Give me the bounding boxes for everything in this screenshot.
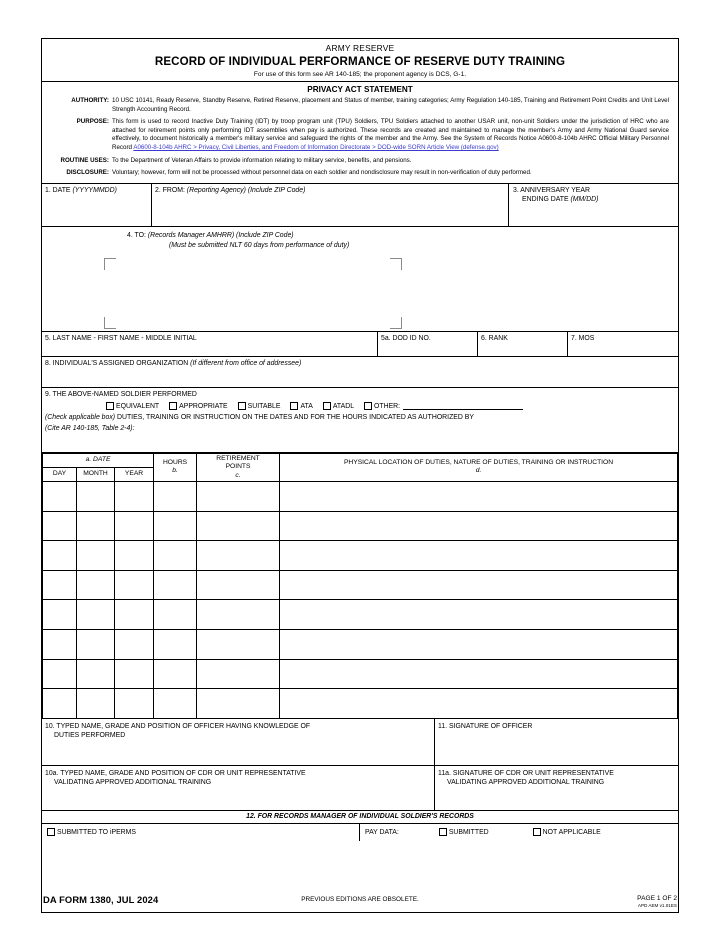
privacy-purpose-label: PURPOSE: <box>76 118 109 126</box>
privacy-purpose-text: This form is used to record Inactive Duty Training (IDT) by troop program unit (TPU) Soldiers, TPU Soldiers attached to another USAR unit, non-unit Soldiers under the jurisdiction of HRC who are attached for retirement points only performing IDT assemblies when pay is authorized. These records are created and maintained to manage the member's Army and Army National Guard service effectively, to document historically a member's military service and safeguard the rights of the member and the Army. See the System of Records Notice A0600-8-104b AHRC Official Military Personnel Record <box>112 118 669 151</box>
cell-year[interactable] <box>115 659 154 689</box>
field-9-duties-text: DUTIES, TRAINING OR INSTRUCTION ON THE DATES AND FOR THE HOURS INDICATED AS AUTHORIZED BY <box>117 414 474 422</box>
cell-hours[interactable] <box>154 511 197 541</box>
cell-description[interactable] <box>280 511 678 541</box>
cell-month[interactable] <box>77 511 115 541</box>
checkbox-pay-submitted[interactable] <box>439 828 489 836</box>
checkbox-label-equivalent: EQUIVALENT <box>116 402 160 410</box>
privacy-purpose-row <box>51 118 669 152</box>
cell-month[interactable] <box>77 570 115 600</box>
cell-month[interactable] <box>77 541 115 571</box>
privacy-act-statement <box>42 82 678 184</box>
fields-10-11-row <box>42 719 678 766</box>
field-5-label: 5. LAST NAME - FIRST NAME - MIDDLE INITIAL <box>45 334 197 342</box>
field-11a-label-line1: 11a. SIGNATURE OF CDR OR UNIT REPRESENTATIVE <box>438 769 614 777</box>
cell-month[interactable] <box>77 629 115 659</box>
address-corner-top-left <box>104 258 116 270</box>
cell-hours[interactable] <box>154 659 197 689</box>
header-description-label: PHYSICAL LOCATION OF DUTIES, NATURE OF DUTIES, TRAINING OR INSTRUCTION <box>343 458 614 466</box>
field-4-to[interactable] <box>42 227 678 332</box>
table-row[interactable] <box>43 541 678 571</box>
field-6-label: 6. RANK <box>481 334 508 342</box>
cell-hours[interactable] <box>154 689 197 719</box>
header-points-line2: POINTS <box>225 463 251 471</box>
field-3-hint: (MM/DD) <box>570 196 599 204</box>
table-row[interactable] <box>43 511 678 541</box>
field-3-label-line2: ENDING DATE <box>522 196 569 204</box>
field-4-label: 4. TO: <box>127 231 146 239</box>
cell-month[interactable] <box>77 659 115 689</box>
field-1-date[interactable] <box>42 184 152 226</box>
form-version: APD AEM v1.01ES <box>637 903 677 908</box>
fields-1-2-3-row <box>42 184 678 227</box>
cell-description[interactable] <box>280 481 678 511</box>
submitted-label: SUBMITTED <box>448 828 489 836</box>
cell-points[interactable] <box>197 689 280 719</box>
cell-year[interactable] <box>115 689 154 719</box>
field-4-hint: (Records Manager AMHRR) (Include ZIP Code) <box>147 231 294 239</box>
previous-editions-notice: PREVIOUS EDITIONS ARE OBSOLETE. <box>301 896 419 903</box>
cell-points[interactable] <box>197 570 280 600</box>
checkbox-label-appropriate: APPROPRIATE <box>179 402 228 410</box>
checkbox-atadl[interactable] <box>323 402 354 410</box>
cell-day[interactable] <box>43 511 77 541</box>
iperms-label: SUBMITTED TO iPERMS <box>57 828 136 836</box>
cell-description[interactable] <box>280 541 678 571</box>
field-11a-cdr-signature[interactable] <box>435 766 678 810</box>
field-4-note: (Must be submitted NLT 60 days from performance of duty) <box>169 242 350 250</box>
privacy-authority-label: AUTHORITY: <box>71 97 109 104</box>
checkbox-label-suitable: SUITABLE <box>247 402 281 410</box>
page-title: RECORD OF INDIVIDUAL PERFORMANCE OF RESERVE DUTY TRAINING <box>154 55 566 68</box>
cell-month[interactable] <box>77 689 115 719</box>
cell-month[interactable] <box>77 481 115 511</box>
field-2-label: 2. FROM: <box>155 186 185 194</box>
checkbox-label-other: OTHER: <box>374 402 401 410</box>
form-id: DA FORM 1380, JUL 2024 <box>43 894 159 905</box>
cell-year[interactable] <box>115 629 154 659</box>
field-1-hint: (YYYYMMDD) <box>72 186 117 194</box>
table-body <box>43 481 678 718</box>
section-12-title: 12. FOR RECORDS MANAGER OF INDIVIDUAL SOLDIER'S RECORDS <box>246 813 474 821</box>
field-5-name[interactable] <box>42 332 378 356</box>
cell-points[interactable] <box>197 511 280 541</box>
cell-year[interactable] <box>115 600 154 630</box>
header-hours <box>154 453 197 481</box>
privacy-routine-uses-text: To the Department of Veteran Affairs to provide information relating to military service, benefits, and pensions. <box>112 156 412 164</box>
field-11-label: 11. SIGNATURE OF OFFICER <box>438 722 533 730</box>
privacy-disclosure-text: Voluntary; however, form will not be processed without personnel data on each soldier and nondisclosure may result in non-verification of duty performed. <box>112 169 532 177</box>
cell-description[interactable] <box>280 570 678 600</box>
table-row[interactable] <box>43 689 678 719</box>
checkbox-box-icon[interactable] <box>106 402 114 410</box>
other-text-input[interactable] <box>403 402 523 410</box>
header-hours-label: HOURS <box>162 458 188 466</box>
field-6-rank[interactable] <box>478 332 568 356</box>
privacy-disclosure-row <box>51 169 669 178</box>
field-3-anniversary-year[interactable] <box>509 184 678 226</box>
field-10-label-line2: DUTIES PERFORMED <box>54 732 126 740</box>
privacy-act-title: PRIVACY ACT STATEMENT <box>307 85 413 94</box>
cell-points[interactable] <box>197 629 280 659</box>
cell-description[interactable] <box>280 600 678 630</box>
field-5a-label: 5a. DOD ID NO. <box>381 334 431 342</box>
field-9-label: 9. THE ABOVE-NAMED SOLDIER PERFORMED <box>45 390 197 398</box>
privacy-routine-uses-row <box>51 157 669 166</box>
checkbox-label-ata: ATA <box>300 402 313 410</box>
header-hours-sublabel: b. <box>172 467 178 475</box>
field-7-label: 7. MOS <box>571 334 595 342</box>
da-form-1380 <box>41 38 679 913</box>
fields-10a-11a-row <box>42 766 678 811</box>
cell-description[interactable] <box>280 659 678 689</box>
field-9-check-hint: (Check applicable box) <box>45 414 116 422</box>
checkbox-ata[interactable] <box>290 402 312 410</box>
privacy-authority-text: 10 USC 10141, Ready Reserve, Standby Reserve, Retired Reserve, placement and Status of member, training categories; Army Regulation 140-185, Training and Retirement Point Credits and Unit Level Strength Accounting Record. <box>112 97 669 113</box>
header-day: DAY <box>43 467 77 481</box>
cell-points[interactable] <box>197 600 280 630</box>
field-11a-label-line2: VALIDATING APPROVED ADDITIONAL TRAINING <box>447 779 605 787</box>
header-description-sublabel: d. <box>475 467 482 475</box>
header-description <box>280 453 678 481</box>
table-row[interactable] <box>43 481 678 511</box>
field-5a-dod-id[interactable] <box>378 332 478 356</box>
cell-day[interactable] <box>43 600 77 630</box>
checkbox-box-icon[interactable] <box>238 402 246 410</box>
form-header <box>42 39 678 82</box>
field-10-officer-name[interactable] <box>42 719 435 765</box>
table-row[interactable] <box>43 600 678 630</box>
checkbox-submitted-to-iperms[interactable] <box>42 824 360 841</box>
privacy-disclosure-label: DISCLOSURE: <box>66 169 109 177</box>
privacy-authority-row <box>51 97 669 114</box>
field-8-label: 8. INDIVIDUAL'S ASSIGNED ORGANIZATION <box>45 359 189 367</box>
cell-points[interactable] <box>197 481 280 511</box>
field-9-cite: (Cite AR 140-185, Table 2-4): <box>45 424 135 432</box>
field-10a-cdr-name[interactable] <box>42 766 435 810</box>
checkbox-equivalent[interactable] <box>106 402 159 410</box>
checkbox-label-atadl: ATADL <box>332 402 355 410</box>
cell-description[interactable] <box>280 689 678 719</box>
cell-day[interactable] <box>43 659 77 689</box>
cell-hours[interactable] <box>154 481 197 511</box>
form-reference: For use of this form see AR 140-185; the proponent agency is DCS, G-1. <box>253 71 467 78</box>
header-points-sublabel: c. <box>235 471 241 479</box>
checkbox-box-icon[interactable] <box>169 402 177 410</box>
field-10a-label-line1: 10a. TYPED NAME, GRADE AND POSITION OF CDR OR UNIT REPRESENTATIVE <box>45 769 306 777</box>
table-header-row-1 <box>43 453 678 467</box>
cell-year[interactable] <box>115 541 154 571</box>
section-12-checkbox-row <box>42 824 678 841</box>
cell-points[interactable] <box>197 659 280 689</box>
field-2-hint: (Reporting Agency) (Include ZIP Code) <box>186 186 306 194</box>
cell-hours[interactable] <box>154 600 197 630</box>
field-10-label-line1: 10. TYPED NAME, GRADE AND POSITION OF OFFICER HAVING KNOWLEDGE OF <box>45 722 311 730</box>
table-header <box>43 453 678 481</box>
cell-day[interactable] <box>43 570 77 600</box>
privacy-sorn-link[interactable]: A0600-8-104b AHRC > Privacy, Civil Liberties, and Freedom of Information Directorate > DOD-wide SORN Article View (defense.gov) <box>133 143 499 151</box>
checkbox-box-icon[interactable] <box>290 402 298 410</box>
cell-day[interactable] <box>43 541 77 571</box>
checkbox-box-icon[interactable] <box>323 402 331 410</box>
header-retirement-points <box>197 453 280 481</box>
privacy-routine-uses-label: ROUTINE USES: <box>60 156 109 164</box>
field-9-checkbox-group <box>42 402 678 410</box>
checkbox-suitable[interactable] <box>238 402 281 410</box>
cell-hours[interactable] <box>154 570 197 600</box>
field-8-hint: (If different from office of addressee) <box>190 359 302 367</box>
field-11-officer-signature[interactable] <box>435 719 678 765</box>
cell-hours[interactable] <box>154 629 197 659</box>
table-row[interactable] <box>43 570 678 600</box>
cell-day[interactable] <box>43 629 77 659</box>
header-year: YEAR <box>115 467 154 481</box>
pay-data-group <box>360 824 678 841</box>
checkbox-appropriate[interactable] <box>169 402 228 410</box>
section-12-header <box>42 811 678 824</box>
field-2-from[interactable] <box>152 184 509 226</box>
address-corner-bottom-right <box>390 317 402 329</box>
field-7-mos[interactable] <box>568 332 678 356</box>
address-corner-top-right <box>390 258 402 270</box>
header-date-group-label: a. DATE <box>85 456 111 464</box>
address-corner-bottom-left <box>104 317 116 329</box>
cell-year[interactable] <box>115 570 154 600</box>
cell-day[interactable] <box>43 481 77 511</box>
form-footer <box>41 894 679 918</box>
fields-5-6-7-row <box>42 332 678 357</box>
cell-hours[interactable] <box>154 541 197 571</box>
header-points-line1: RETIREMENT <box>216 454 260 462</box>
checkbox-box-icon[interactable] <box>533 828 541 836</box>
agency-name: ARMY RESERVE <box>325 43 395 53</box>
checkbox-box-icon[interactable] <box>364 402 372 410</box>
header-date-group <box>43 453 154 467</box>
checkbox-box-icon[interactable] <box>47 828 55 836</box>
pay-data-label: PAY DATA: <box>365 828 399 836</box>
table-row[interactable] <box>43 659 678 689</box>
cell-month[interactable] <box>77 600 115 630</box>
table-row[interactable] <box>43 629 678 659</box>
page-number: PAGE 1 OF 2 <box>637 895 677 902</box>
cell-description[interactable] <box>280 629 678 659</box>
cell-year[interactable] <box>115 511 154 541</box>
cell-day[interactable] <box>43 689 77 719</box>
checkbox-other[interactable] <box>364 402 523 410</box>
field-8-organization[interactable] <box>42 357 678 388</box>
field-1-label: 1. DATE <box>45 186 71 194</box>
field-10a-label-line2: VALIDATING APPROVED ADDITIONAL TRAINING <box>54 779 212 787</box>
cell-points[interactable] <box>197 541 280 571</box>
field-3-label-line1: 3. ANNIVERSARY YEAR <box>513 186 590 194</box>
header-month: MONTH <box>77 467 115 481</box>
field-9-performed <box>42 388 678 453</box>
not-applicable-label: NOT APPLICABLE <box>542 828 601 836</box>
duty-records-table <box>42 453 678 719</box>
checkbox-pay-not-applicable[interactable] <box>533 828 601 836</box>
checkbox-box-icon[interactable] <box>439 828 447 836</box>
cell-year[interactable] <box>115 481 154 511</box>
